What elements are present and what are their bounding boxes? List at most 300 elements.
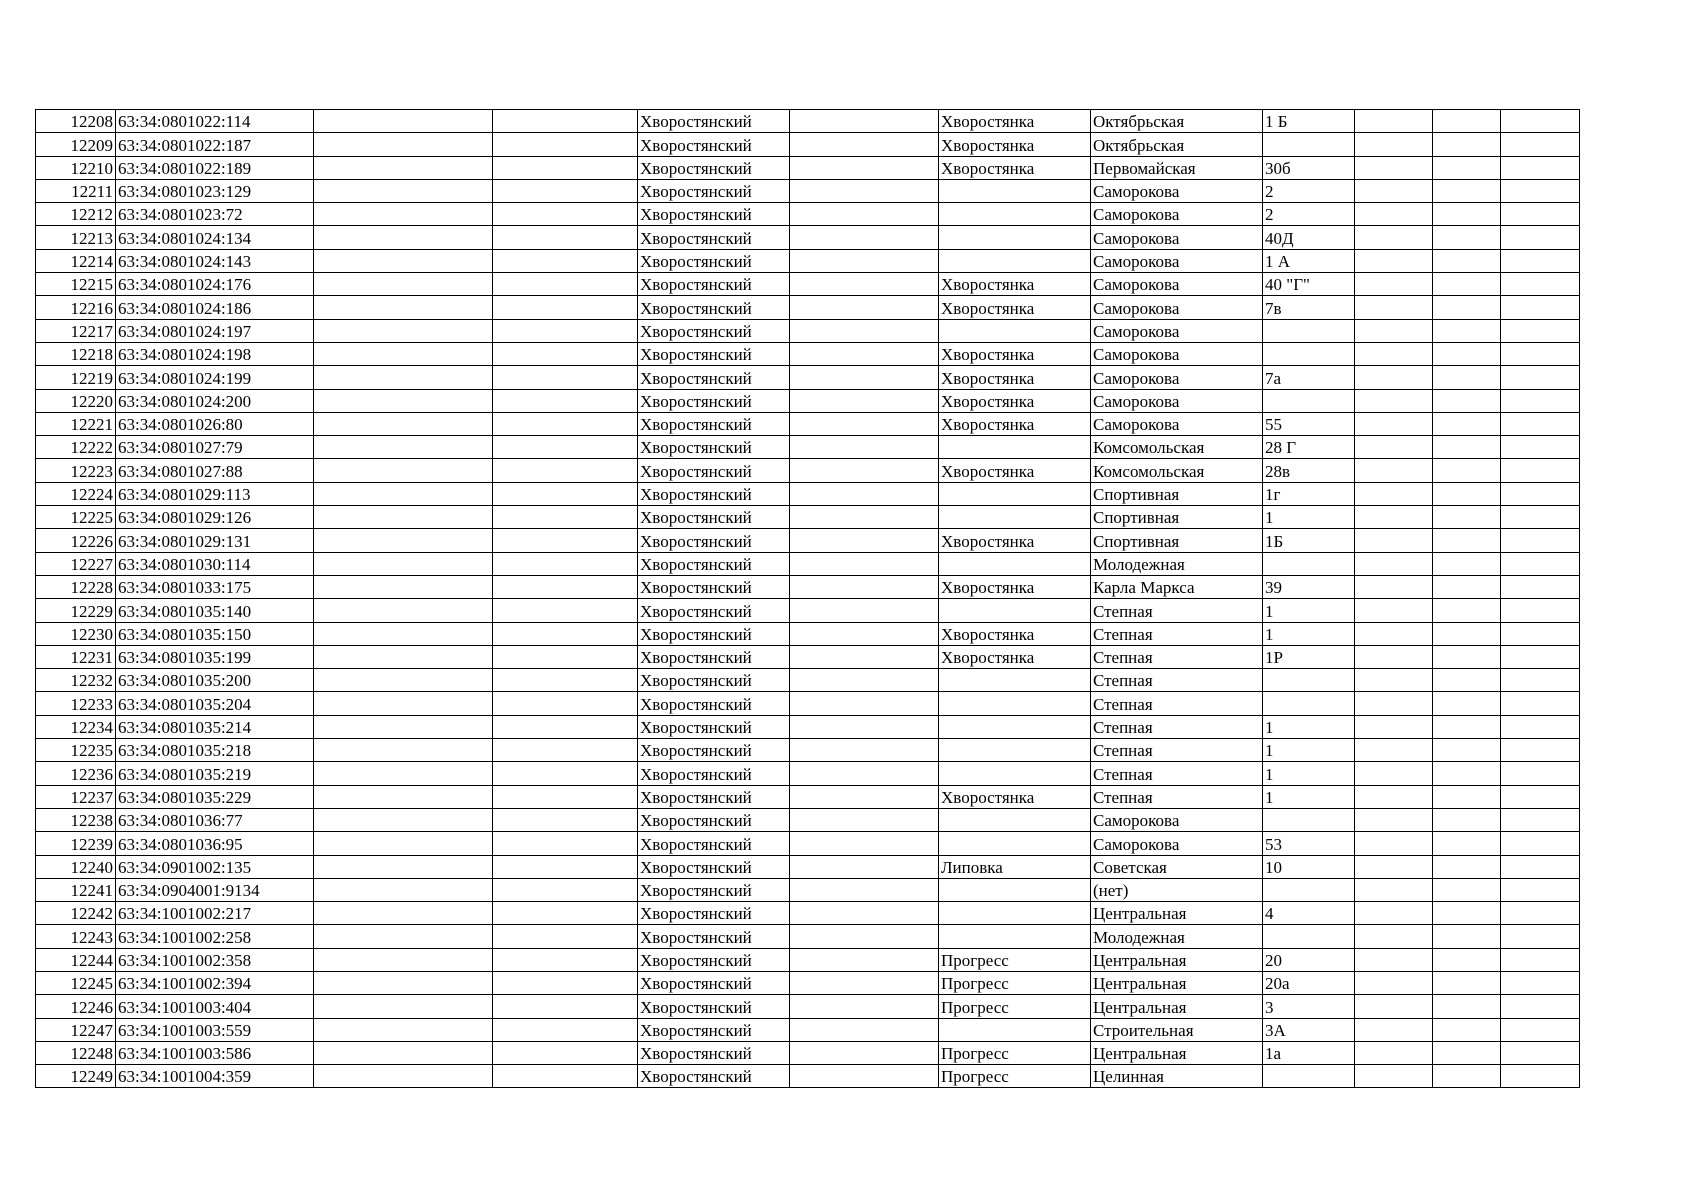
district-cell: Хворостянский bbox=[638, 808, 790, 831]
cell-empty-f-cell bbox=[1501, 878, 1580, 901]
row-number-cell: 12233 bbox=[36, 692, 116, 715]
cadastral-number-cell: 63:34:0801029:126 bbox=[116, 506, 314, 529]
settlement-cell: Хворостянка bbox=[939, 389, 1091, 412]
cell-empty-f-cell bbox=[1501, 296, 1580, 319]
house-number-cell: 40 "Г" bbox=[1263, 273, 1355, 296]
street-cell: Саморокова bbox=[1091, 226, 1263, 249]
cadastral-number-cell: 63:34:0801022:187 bbox=[116, 133, 314, 156]
cell-empty-e-cell bbox=[1433, 902, 1501, 925]
cell-empty-d-cell bbox=[1355, 995, 1433, 1018]
cell-empty-d-cell bbox=[1355, 249, 1433, 272]
cell-empty-a-cell bbox=[314, 739, 493, 762]
cell-empty-b-cell bbox=[493, 133, 638, 156]
cell-empty-c-cell bbox=[790, 925, 939, 948]
house-number-cell bbox=[1263, 552, 1355, 575]
cadastral-number-cell: 63:34:0801035:200 bbox=[116, 669, 314, 692]
cell-empty-b-cell bbox=[493, 832, 638, 855]
district-cell: Хворостянский bbox=[638, 226, 790, 249]
house-number-cell bbox=[1263, 808, 1355, 831]
settlement-cell: Хворостянка bbox=[939, 273, 1091, 296]
cell-empty-d-cell bbox=[1355, 739, 1433, 762]
row-number-cell: 12231 bbox=[36, 645, 116, 668]
street-cell: Карла Маркса bbox=[1091, 575, 1263, 598]
district-cell: Хворостянский bbox=[638, 110, 790, 133]
settlement-cell: Хворостянка bbox=[939, 412, 1091, 435]
street-cell: Советская bbox=[1091, 855, 1263, 878]
cell-empty-b-cell bbox=[493, 692, 638, 715]
table-row bbox=[36, 692, 1580, 715]
cell-empty-b-cell bbox=[493, 389, 638, 412]
cell-empty-b-cell bbox=[493, 808, 638, 831]
house-number-cell: 10 bbox=[1263, 855, 1355, 878]
cell-empty-c-cell bbox=[790, 669, 939, 692]
table-row bbox=[36, 902, 1580, 925]
cell-empty-c-cell bbox=[790, 436, 939, 459]
cell-empty-a-cell bbox=[314, 319, 493, 342]
street-cell: (нет) bbox=[1091, 878, 1263, 901]
settlement-cell: Хворостянка bbox=[939, 622, 1091, 645]
cell-empty-e-cell bbox=[1433, 412, 1501, 435]
street-cell: Молодежная bbox=[1091, 925, 1263, 948]
street-cell: Степная bbox=[1091, 622, 1263, 645]
table-row bbox=[36, 296, 1580, 319]
house-number-cell: 20а bbox=[1263, 971, 1355, 994]
row-number-cell: 12237 bbox=[36, 785, 116, 808]
cadastral-number-cell: 63:34:0801030:114 bbox=[116, 552, 314, 575]
settlement-cell bbox=[939, 1018, 1091, 1041]
table-row bbox=[36, 622, 1580, 645]
cell-empty-e-cell bbox=[1433, 296, 1501, 319]
cell-empty-b-cell bbox=[493, 366, 638, 389]
cadastral-number-cell: 63:34:0801024:134 bbox=[116, 226, 314, 249]
cell-empty-a-cell bbox=[314, 156, 493, 179]
house-number-cell: 1 Б bbox=[1263, 110, 1355, 133]
cadastral-number-cell: 63:34:0801035:214 bbox=[116, 715, 314, 738]
cell-empty-a-cell bbox=[314, 575, 493, 598]
settlement-cell: Хворостянка bbox=[939, 575, 1091, 598]
cell-empty-d-cell bbox=[1355, 342, 1433, 365]
street-cell: Строительная bbox=[1091, 1018, 1263, 1041]
house-number-cell: 55 bbox=[1263, 412, 1355, 435]
table-row bbox=[36, 971, 1580, 994]
settlement-cell bbox=[939, 878, 1091, 901]
cell-empty-c-cell bbox=[790, 552, 939, 575]
cell-empty-b-cell bbox=[493, 878, 638, 901]
cell-empty-d-cell bbox=[1355, 1018, 1433, 1041]
cadastral-number-cell: 63:34:0801035:229 bbox=[116, 785, 314, 808]
cell-empty-b-cell bbox=[493, 156, 638, 179]
cell-empty-e-cell bbox=[1433, 948, 1501, 971]
cell-empty-a-cell bbox=[314, 459, 493, 482]
cell-empty-d-cell bbox=[1355, 226, 1433, 249]
cell-empty-f-cell bbox=[1501, 342, 1580, 365]
table-row bbox=[36, 599, 1580, 622]
settlement-cell bbox=[939, 832, 1091, 855]
settlement-cell bbox=[939, 925, 1091, 948]
cell-empty-e-cell bbox=[1433, 110, 1501, 133]
cell-empty-b-cell bbox=[493, 902, 638, 925]
table-row bbox=[36, 226, 1580, 249]
house-number-cell: 1 А bbox=[1263, 249, 1355, 272]
cadastral-number-cell: 63:34:0801036:77 bbox=[116, 808, 314, 831]
row-number-cell: 12230 bbox=[36, 622, 116, 645]
cadastral-number-cell: 63:34:0801029:131 bbox=[116, 529, 314, 552]
row-number-cell: 12211 bbox=[36, 179, 116, 202]
district-cell: Хворостянский bbox=[638, 156, 790, 179]
street-cell: Комсомольская bbox=[1091, 436, 1263, 459]
street-cell: Саморокова bbox=[1091, 273, 1263, 296]
cell-empty-b-cell bbox=[493, 203, 638, 226]
street-cell: Октябрьская bbox=[1091, 110, 1263, 133]
cell-empty-c-cell bbox=[790, 156, 939, 179]
district-cell: Хворостянский bbox=[638, 249, 790, 272]
house-number-cell: 1г bbox=[1263, 482, 1355, 505]
cell-empty-c-cell bbox=[790, 832, 939, 855]
cell-empty-c-cell bbox=[790, 1065, 939, 1088]
cadastral-number-cell: 63:34:0801035:199 bbox=[116, 645, 314, 668]
row-number-cell: 12242 bbox=[36, 902, 116, 925]
cadastral-number-cell: 63:34:0801035:150 bbox=[116, 622, 314, 645]
cell-empty-b-cell bbox=[493, 506, 638, 529]
house-number-cell bbox=[1263, 925, 1355, 948]
row-number-cell: 12224 bbox=[36, 482, 116, 505]
street-cell: Саморокова bbox=[1091, 319, 1263, 342]
table-row bbox=[36, 855, 1580, 878]
district-cell: Хворостянский bbox=[638, 575, 790, 598]
cell-empty-f-cell bbox=[1501, 249, 1580, 272]
cell-empty-a-cell bbox=[314, 249, 493, 272]
cell-empty-e-cell bbox=[1433, 1041, 1501, 1064]
house-number-cell: 1 bbox=[1263, 785, 1355, 808]
cell-empty-c-cell bbox=[790, 529, 939, 552]
settlement-cell: Прогресс bbox=[939, 1065, 1091, 1088]
street-cell: Саморокова bbox=[1091, 832, 1263, 855]
cell-empty-d-cell bbox=[1355, 1041, 1433, 1064]
row-number-cell: 12209 bbox=[36, 133, 116, 156]
row-number-cell: 12248 bbox=[36, 1041, 116, 1064]
row-number-cell: 12225 bbox=[36, 506, 116, 529]
cell-empty-d-cell bbox=[1355, 762, 1433, 785]
cell-empty-b-cell bbox=[493, 529, 638, 552]
cadastral-number-cell: 63:34:0801026:80 bbox=[116, 412, 314, 435]
cell-empty-d-cell bbox=[1355, 203, 1433, 226]
cadastral-number-cell: 63:34:0801024:198 bbox=[116, 342, 314, 365]
settlement-cell bbox=[939, 808, 1091, 831]
street-cell: Саморокова bbox=[1091, 342, 1263, 365]
cell-empty-e-cell bbox=[1433, 762, 1501, 785]
street-cell: Спортивная bbox=[1091, 529, 1263, 552]
cadastral-number-cell: 63:34:0801024:143 bbox=[116, 249, 314, 272]
cell-empty-c-cell bbox=[790, 133, 939, 156]
cell-empty-d-cell bbox=[1355, 110, 1433, 133]
row-number-cell: 12239 bbox=[36, 832, 116, 855]
street-cell: Саморокова bbox=[1091, 203, 1263, 226]
cell-empty-a-cell bbox=[314, 622, 493, 645]
cell-empty-b-cell bbox=[493, 482, 638, 505]
table-row bbox=[36, 366, 1580, 389]
cell-empty-a-cell bbox=[314, 995, 493, 1018]
cell-empty-c-cell bbox=[790, 110, 939, 133]
street-cell: Октябрьская bbox=[1091, 133, 1263, 156]
street-cell: Степная bbox=[1091, 762, 1263, 785]
cell-empty-f-cell bbox=[1501, 133, 1580, 156]
settlement-cell bbox=[939, 739, 1091, 762]
cell-empty-c-cell bbox=[790, 808, 939, 831]
cell-empty-c-cell bbox=[790, 995, 939, 1018]
settlement-cell bbox=[939, 902, 1091, 925]
settlement-cell: Хворостянка bbox=[939, 342, 1091, 365]
settlement-cell: Хворостянка bbox=[939, 110, 1091, 133]
cadastral-number-cell: 63:34:1001002:394 bbox=[116, 971, 314, 994]
settlement-cell bbox=[939, 436, 1091, 459]
cell-empty-b-cell bbox=[493, 459, 638, 482]
cadastral-number-cell: 63:34:0801022:189 bbox=[116, 156, 314, 179]
row-number-cell: 12238 bbox=[36, 808, 116, 831]
cell-empty-a-cell bbox=[314, 389, 493, 412]
street-cell: Саморокова bbox=[1091, 808, 1263, 831]
cell-empty-b-cell bbox=[493, 995, 638, 1018]
cell-empty-e-cell bbox=[1433, 436, 1501, 459]
district-cell: Хворостянский bbox=[638, 971, 790, 994]
house-number-cell: 28 Г bbox=[1263, 436, 1355, 459]
table-row bbox=[36, 995, 1580, 1018]
cell-empty-b-cell bbox=[493, 296, 638, 319]
cell-empty-b-cell bbox=[493, 622, 638, 645]
cell-empty-d-cell bbox=[1355, 412, 1433, 435]
table-row bbox=[36, 342, 1580, 365]
cell-empty-c-cell bbox=[790, 948, 939, 971]
cell-empty-a-cell bbox=[314, 366, 493, 389]
cell-empty-b-cell bbox=[493, 412, 638, 435]
cadastral-number-cell: 63:34:1001002:258 bbox=[116, 925, 314, 948]
district-cell: Хворостянский bbox=[638, 785, 790, 808]
row-number-cell: 12212 bbox=[36, 203, 116, 226]
cell-empty-f-cell bbox=[1501, 226, 1580, 249]
house-number-cell: 28в bbox=[1263, 459, 1355, 482]
cell-empty-d-cell bbox=[1355, 482, 1433, 505]
cell-empty-f-cell bbox=[1501, 832, 1580, 855]
cadastral-number-cell: 63:34:0801027:88 bbox=[116, 459, 314, 482]
cell-empty-a-cell bbox=[314, 948, 493, 971]
cell-empty-b-cell bbox=[493, 855, 638, 878]
house-number-cell: 39 bbox=[1263, 575, 1355, 598]
street-cell: Саморокова bbox=[1091, 412, 1263, 435]
district-cell: Хворостянский bbox=[638, 832, 790, 855]
district-cell: Хворостянский bbox=[638, 669, 790, 692]
cell-empty-a-cell bbox=[314, 482, 493, 505]
house-number-cell: 30б bbox=[1263, 156, 1355, 179]
cell-empty-a-cell bbox=[314, 902, 493, 925]
street-cell: Целинная bbox=[1091, 1065, 1263, 1088]
cell-empty-e-cell bbox=[1433, 808, 1501, 831]
house-number-cell bbox=[1263, 692, 1355, 715]
cell-empty-b-cell bbox=[493, 762, 638, 785]
cell-empty-c-cell bbox=[790, 249, 939, 272]
cell-empty-c-cell bbox=[790, 179, 939, 202]
cell-empty-f-cell bbox=[1501, 110, 1580, 133]
district-cell: Хворостянский bbox=[638, 925, 790, 948]
row-number-cell: 12249 bbox=[36, 1065, 116, 1088]
cell-empty-e-cell bbox=[1433, 1018, 1501, 1041]
district-cell: Хворостянский bbox=[638, 878, 790, 901]
cell-empty-f-cell bbox=[1501, 552, 1580, 575]
cell-empty-a-cell bbox=[314, 296, 493, 319]
house-number-cell: 40Д bbox=[1263, 226, 1355, 249]
cell-empty-e-cell bbox=[1433, 971, 1501, 994]
cell-empty-e-cell bbox=[1433, 389, 1501, 412]
cell-empty-f-cell bbox=[1501, 203, 1580, 226]
cell-empty-b-cell bbox=[493, 319, 638, 342]
table-row bbox=[36, 715, 1580, 738]
cell-empty-d-cell bbox=[1355, 319, 1433, 342]
cell-empty-c-cell bbox=[790, 855, 939, 878]
cell-empty-d-cell bbox=[1355, 808, 1433, 831]
cell-empty-f-cell bbox=[1501, 762, 1580, 785]
house-number-cell: 2 bbox=[1263, 179, 1355, 202]
cell-empty-f-cell bbox=[1501, 319, 1580, 342]
district-cell: Хворостянский bbox=[638, 459, 790, 482]
cell-empty-c-cell bbox=[790, 785, 939, 808]
settlement-cell bbox=[939, 506, 1091, 529]
cell-empty-a-cell bbox=[314, 832, 493, 855]
settlement-cell: Прогресс bbox=[939, 1041, 1091, 1064]
cell-empty-b-cell bbox=[493, 715, 638, 738]
cell-empty-a-cell bbox=[314, 1018, 493, 1041]
cell-empty-c-cell bbox=[790, 692, 939, 715]
street-cell: Комсомольская bbox=[1091, 459, 1263, 482]
cell-empty-e-cell bbox=[1433, 529, 1501, 552]
street-cell: Спортивная bbox=[1091, 482, 1263, 505]
cell-empty-c-cell bbox=[790, 273, 939, 296]
settlement-cell: Хворостянка bbox=[939, 459, 1091, 482]
cell-empty-a-cell bbox=[314, 203, 493, 226]
house-number-cell bbox=[1263, 389, 1355, 412]
table-row bbox=[36, 459, 1580, 482]
district-cell: Хворостянский bbox=[638, 366, 790, 389]
cadastral-number-cell: 63:34:1001003:404 bbox=[116, 995, 314, 1018]
table-row bbox=[36, 482, 1580, 505]
settlement-cell: Хворостянка bbox=[939, 529, 1091, 552]
cell-empty-d-cell bbox=[1355, 133, 1433, 156]
cell-empty-c-cell bbox=[790, 366, 939, 389]
table-row bbox=[36, 808, 1580, 831]
table-row bbox=[36, 529, 1580, 552]
cell-empty-b-cell bbox=[493, 179, 638, 202]
cell-empty-b-cell bbox=[493, 599, 638, 622]
cell-empty-f-cell bbox=[1501, 389, 1580, 412]
cell-empty-f-cell bbox=[1501, 273, 1580, 296]
table-row bbox=[36, 669, 1580, 692]
district-cell: Хворостянский bbox=[638, 739, 790, 762]
cell-empty-d-cell bbox=[1355, 785, 1433, 808]
cell-empty-e-cell bbox=[1433, 203, 1501, 226]
cell-empty-c-cell bbox=[790, 878, 939, 901]
street-cell: Саморокова bbox=[1091, 296, 1263, 319]
cell-empty-e-cell bbox=[1433, 249, 1501, 272]
cell-empty-a-cell bbox=[314, 1041, 493, 1064]
table-row bbox=[36, 319, 1580, 342]
cell-empty-c-cell bbox=[790, 459, 939, 482]
street-cell: Центральная bbox=[1091, 971, 1263, 994]
cell-empty-d-cell bbox=[1355, 575, 1433, 598]
row-number-cell: 12208 bbox=[36, 110, 116, 133]
table-row bbox=[36, 156, 1580, 179]
street-cell: Степная bbox=[1091, 715, 1263, 738]
cell-empty-c-cell bbox=[790, 1018, 939, 1041]
cell-empty-a-cell bbox=[314, 762, 493, 785]
cell-empty-c-cell bbox=[790, 506, 939, 529]
cell-empty-b-cell bbox=[493, 436, 638, 459]
cell-empty-d-cell bbox=[1355, 156, 1433, 179]
district-cell: Хворостянский bbox=[638, 855, 790, 878]
cell-empty-b-cell bbox=[493, 110, 638, 133]
cell-empty-c-cell bbox=[790, 226, 939, 249]
street-cell: Степная bbox=[1091, 669, 1263, 692]
table-row bbox=[36, 412, 1580, 435]
street-cell: Центральная bbox=[1091, 1041, 1263, 1064]
cell-empty-e-cell bbox=[1433, 156, 1501, 179]
cadastral-number-cell: 63:34:0801024:186 bbox=[116, 296, 314, 319]
cell-empty-a-cell bbox=[314, 878, 493, 901]
cadastral-number-cell: 63:34:0801035:219 bbox=[116, 762, 314, 785]
cell-empty-c-cell bbox=[790, 902, 939, 925]
cell-empty-c-cell bbox=[790, 575, 939, 598]
cadastral-number-cell: 63:34:0801036:95 bbox=[116, 832, 314, 855]
cell-empty-f-cell bbox=[1501, 971, 1580, 994]
cell-empty-e-cell bbox=[1433, 878, 1501, 901]
cell-empty-c-cell bbox=[790, 319, 939, 342]
cell-empty-e-cell bbox=[1433, 1065, 1501, 1088]
settlement-cell bbox=[939, 692, 1091, 715]
cell-empty-a-cell bbox=[314, 110, 493, 133]
district-cell: Хворостянский bbox=[638, 1018, 790, 1041]
cell-empty-a-cell bbox=[314, 133, 493, 156]
table-row bbox=[36, 948, 1580, 971]
row-number-cell: 12227 bbox=[36, 552, 116, 575]
cell-empty-f-cell bbox=[1501, 459, 1580, 482]
settlement-cell: Хворостянка bbox=[939, 133, 1091, 156]
street-cell: Саморокова bbox=[1091, 366, 1263, 389]
cell-empty-a-cell bbox=[314, 808, 493, 831]
cadastral-number-cell: 63:34:1001002:358 bbox=[116, 948, 314, 971]
street-cell: Центральная bbox=[1091, 995, 1263, 1018]
row-number-cell: 12229 bbox=[36, 599, 116, 622]
row-number-cell: 12234 bbox=[36, 715, 116, 738]
cell-empty-c-cell bbox=[790, 762, 939, 785]
cell-empty-e-cell bbox=[1433, 506, 1501, 529]
cell-empty-f-cell bbox=[1501, 739, 1580, 762]
cell-empty-c-cell bbox=[790, 389, 939, 412]
house-number-cell: 1 bbox=[1263, 506, 1355, 529]
district-cell: Хворостянский bbox=[638, 342, 790, 365]
district-cell: Хворостянский bbox=[638, 948, 790, 971]
table-row bbox=[36, 273, 1580, 296]
settlement-cell: Хворостянка bbox=[939, 645, 1091, 668]
district-cell: Хворостянский bbox=[638, 995, 790, 1018]
house-number-cell: 3 bbox=[1263, 995, 1355, 1018]
row-number-cell: 12214 bbox=[36, 249, 116, 272]
table-row bbox=[36, 785, 1580, 808]
cell-empty-e-cell bbox=[1433, 342, 1501, 365]
table-row bbox=[36, 645, 1580, 668]
cell-empty-e-cell bbox=[1433, 995, 1501, 1018]
row-number-cell: 12244 bbox=[36, 948, 116, 971]
row-number-cell: 12240 bbox=[36, 855, 116, 878]
house-number-cell: 3А bbox=[1263, 1018, 1355, 1041]
street-cell: Степная bbox=[1091, 739, 1263, 762]
cell-empty-a-cell bbox=[314, 1065, 493, 1088]
cell-empty-c-cell bbox=[790, 739, 939, 762]
